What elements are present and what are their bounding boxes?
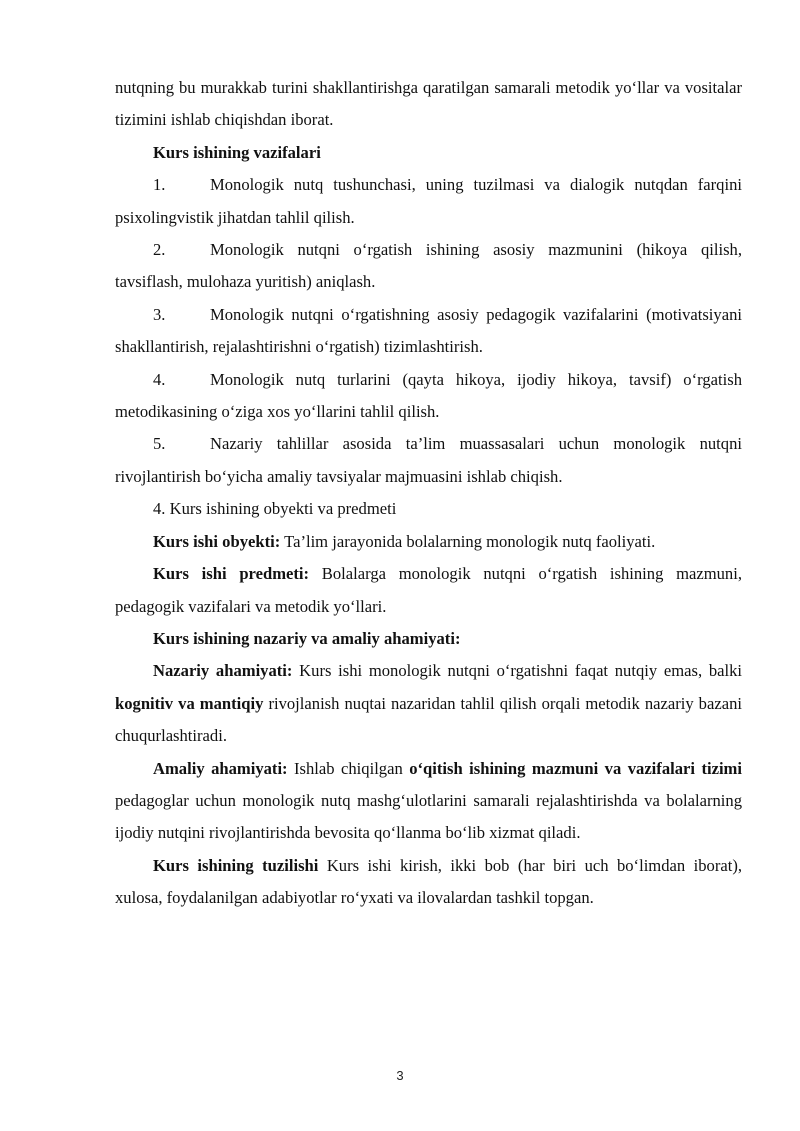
task-number: 2. bbox=[153, 240, 166, 260]
intro-paragraph: nutqning bu murakkab turini shakllantirishga qaratilgan samarali metodik yo‘llar va vositalar tizimini ishlab chiqishdan iborat. bbox=[115, 78, 742, 130]
object-text: Ta’lim jarayonida bolalarning monologik nutq faoliyati. bbox=[280, 531, 656, 551]
structure-text: Kurs ishi kirish, ikki bob (har biri uch bo‘limdan iborat), xulosa, foydalanilgan adabiyotlar ro‘yxati va ilovalardan tashkil topgan. bbox=[115, 855, 742, 908]
practical-emphasis: o‘qitish ishining mazmuni va vazifalari tizimi bbox=[409, 758, 742, 778]
theoretical-label: Nazariy ahamiyati: bbox=[153, 661, 293, 681]
task-item bbox=[115, 428, 742, 493]
structure-label: Kurs ishining tuzilishi bbox=[153, 855, 319, 875]
task-item bbox=[115, 169, 742, 234]
object-label: Kurs ishi obyekti: bbox=[153, 531, 281, 551]
subject-label: Kurs ishi predmeti: bbox=[153, 564, 310, 584]
theoretical-emphasis: kognitiv va mantiqiy bbox=[115, 693, 264, 713]
task-number: 5. bbox=[153, 434, 166, 454]
task-item bbox=[115, 234, 742, 299]
task-text: Nazariy tahlillar asosida ta’lim muassasalari uchun monologik nutqni rivojlantirish bo‘yicha amaliy tavsiyalar majmuasini ishlab chiqish. bbox=[115, 434, 742, 486]
theoretical-paragraph: Nazariy ahamiyati: Kurs ishi monologik nutqni o‘rgatishni faqat nutqiy emas, balki kognitiv va mantiqiy rivojlanish nuqtai nazaridan tahlil qilish orqali metodik nazariy bazani chuqurlashtiradi. bbox=[115, 661, 743, 746]
task-number: 1. bbox=[153, 175, 166, 195]
page-number: 3 bbox=[396, 1068, 404, 1083]
structure-paragraph bbox=[115, 850, 742, 915]
task-number: 4. bbox=[153, 369, 166, 389]
task-item bbox=[115, 364, 742, 429]
subject-paragraph bbox=[115, 558, 742, 623]
task-text: Monologik nutqni o‘rgatish ishining asosiy mazmunini (hikoya qilish, tavsiflash, mulohaza yuritish) aniqlash. bbox=[115, 240, 742, 292]
significance-heading: Kurs ishining nazariy va amaliy ahamiyati: bbox=[153, 628, 461, 648]
task-item bbox=[115, 299, 742, 364]
object-subject-heading: 4. Kurs ishining obyekti va predmeti bbox=[153, 499, 397, 519]
practical-paragraph: Amaliy ahamiyati: Ishlab chiqilgan o‘qitish ishining mazmuni va vazifalari tizimi pedagoglar uchun monologik nutq mashg‘ulotlarini samarali rejalashtirishda va bolalarning ijodiy nutqini rivojlantirishda bevosita qo‘llanma bo‘lib xizmat qiladi. bbox=[115, 758, 742, 843]
practical-label: Amaliy ahamiyati: bbox=[153, 758, 288, 778]
task-number: 3. bbox=[153, 304, 166, 324]
page-content bbox=[115, 72, 742, 915]
task-text: Monologik nutq turlarini (qayta hikoya, ijodiy hikoya, tavsif) o‘rgatish metodikasining o‘ziga xos yo‘llarini tahlil qilish. bbox=[115, 369, 742, 422]
task-text: Monologik nutqni o‘rgatishning asosiy pedagogik vazifalarini (motivatsiyani shakllantirish, rejalashtirishni o‘rgatish) tizimlashtirish. bbox=[115, 304, 742, 357]
object-paragraph bbox=[115, 526, 742, 558]
subject-text: Bolalarga monologik nutqni o‘rgatish ishining mazmuni, pedagogik vazifalari va metodik yo‘llari. bbox=[115, 564, 742, 616]
task-text: Monologik nutq tushunchasi, uning tuzilmasi va dialogik nutqdan farqini psixolingvistik jihatdan tahlil qilish. bbox=[115, 175, 742, 227]
tasks-heading: Kurs ishining vazifalari bbox=[153, 142, 321, 162]
